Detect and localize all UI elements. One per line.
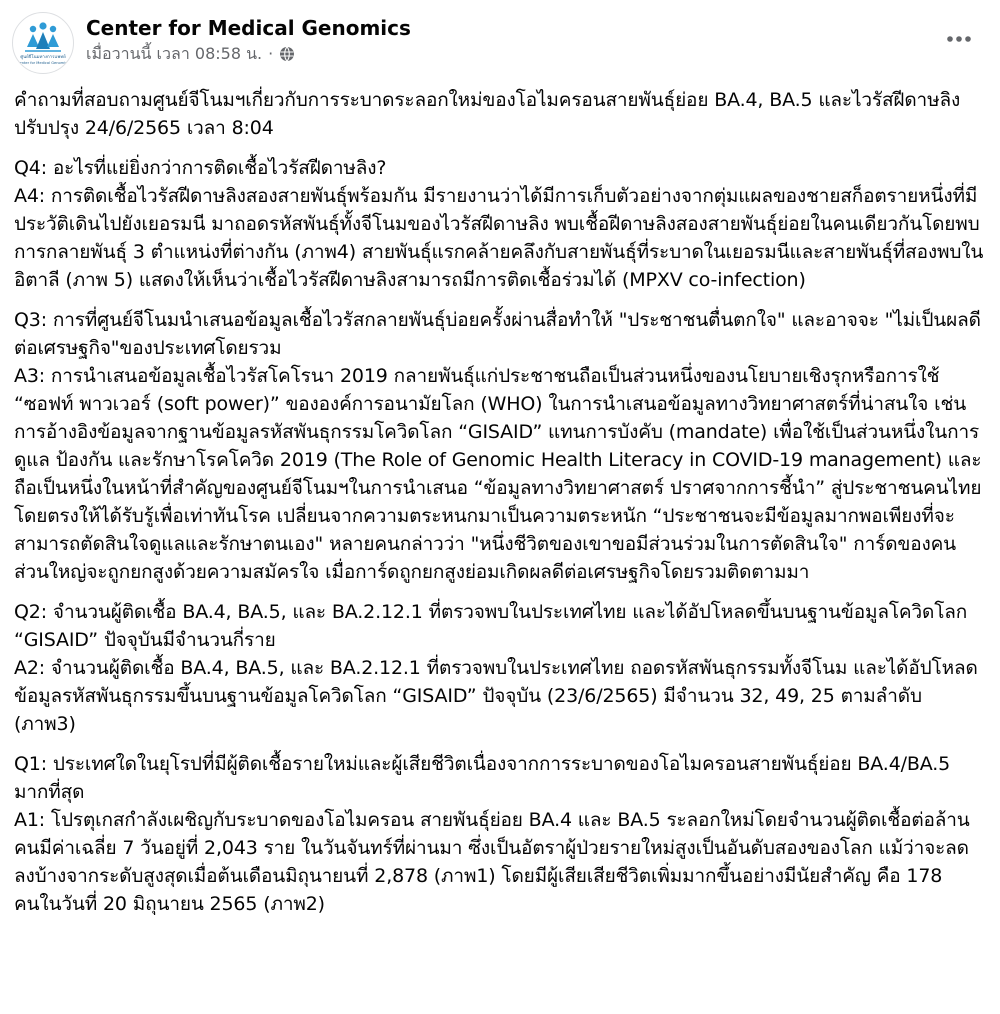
logo-text-th: ศูนย์จีโนมทางการแพทย์ <box>20 55 66 60</box>
update-note: ปรับปรุง 24/6/2565 เวลา 8:04 <box>14 117 274 139</box>
meta-separator: · <box>268 44 274 63</box>
question-q1: Q1: ประเทศใดในยุโรปที่มีผู้ติดเชื้อรายใหม่และผู้เสียชีวิตเนื่องจากการระบาดของโอไมครอนสายพันธุ์ย่อย BA.4/BA.5 มากที่สุด <box>14 753 951 803</box>
globe-icon[interactable] <box>279 46 295 62</box>
post-body <box>14 86 988 930</box>
post-header <box>12 12 980 74</box>
qa-section-q3 <box>14 306 988 586</box>
answer-a4: A4: การติดเชื้อไวรัสฝีดาษลิงสองสายพันธุ์พร้อมกัน มีรายงานว่าได้มีการเก็บตัวอย่างจากตุ่มแผลของชายสก็อตรายหนึ่งที่มีประวัติเดินไปยังเยอรมนี มาถอดรหัสพันธุ์ทั้งจีโนมของไวรัสฝีดาษลิง พบเชื้อฝีดาษลิงสองสายพันธุ์ย่อยในคนเดียวกันโดยพบการกลายพันธุ์ 3 ตำแหน่งที่ต่างกัน (ภาพ4) สายพันธุ์แรกคล้ายคลึงกับสายพันธุ์ที่ระบาดในเยอรมนีและสายพันธุ์ที่สองพบในอิตาลี (ภาพ 5) แสดงให้เห็นว่าเชื้อไวรัสฝีดาษลิงสามารถมีการติดเชื้อร่วมได้ (MPXV co-infection) <box>14 185 984 291</box>
qa-section-q2 <box>14 598 988 738</box>
question-q3: Q3: การที่ศูนย์จีโนมนำเสนอข้อมูลเชื้อไวรัสกลายพันธุ์บ่อยครั้งผ่านสื่อทำให้ "ประชาชนตื่นตกใจ" และอาจจะ "ไม่เป็นผลดีต่อเศรษฐกิจ"ของประเทศโดยรวม <box>14 309 981 359</box>
post-title: คำถามที่สอบถามศูนย์จีโนมฯเกี่ยวกับการระบาดระลอกใหม่ของโอไมครอนสายพันธุ์ย่อย BA.4, BA.5 และไวรัสฝีดาษลิง <box>14 89 961 111</box>
answer-a1: A1: โปรตุเกสกำลังเผชิญกับระบาดของโอไมครอน สายพันธุ์ย่อย BA.4 และ BA.5 ระลอกใหม่โดยจำนวนผู้ติดเชื้อต่อล้านคนมีค่าเฉลี่ย 7 วันอยู่ที่ 2,043 ราย ในวันจันทร์ที่ผ่านมา ซึ่งเป็นอัตราผู้ป่วยรายใหม่สูงเป็นอันดับสองของโลก แม้ว่าจะลดลงบ้างจากระดับสูงสุดเมื่อต้นเดือนมิถุนายนที่ 2,878 (ภาพ1) โดยมีผู้เสียเสียชีวิตเพิ่มมากขึ้นอย่างมีนัยสำคัญ คือ 178 คนในวันที่ 20 มิถุนายน 2565 (ภาพ2) <box>14 809 970 915</box>
answer-a3: A3: การนำเสนอข้อมูลเชื้อไวรัสโคโรนา 2019 กลายพันธุ์แก่ประชาชนถือเป็นส่วนหนึ่งของนโยบายเชิงรุกหรือการใช้ “ซอฟท์ พาวเวอร์ (soft power)” ขององค์การอนามัยโลก (WHO) ในการนำเสนอข้อมูลทางวิทยาศาสตร์ที่น่าสนใจ เช่นการอ้างอิงข้อมูลจากฐานข้อมูลรหัสพันธุกรรมโควิดโลก “GISAID” แทนการบังคับ (mandate) เพื่อใช้เป็นส่วนหนึ่งในการดูแล ป้องกัน และรักษาโรคโควิด 2019 (The Role of Genomic Health Literacy in COVID-19 management) และถือเป็นหนึ่งในหน้าที่สำคัญของศูนย์จีโนมฯในการนำเสนอ “ข้อมูลทางวิทยาศาสตร์ ปราศจากการชี้นำ” สู่ประชาชนคนไทยโดยตรงให้ได้รับรู้เพื่อเท่าทันโรค เปลี่ยนจากความตระหนกมาเป็นความตระหนัก “ประชาชนจะมีข้อมูลมากพอเพียงที่จะสามารถตัดสินใจดูแลและรักษาตนเอง" หลายคนกล่าวว่า "หนึ่งชีวิตของเขาขอมีส่วนร่วมในการตัดสินใจ" การ์ดของคนส่วนใหญ่จะถูกยกสูงด้วยความสมัครใจ เมื่อการ์ดถูกยกสูงย่อมเกิดผลดีต่อเศรษฐกิจโดยรวมติดตามมา <box>14 365 982 583</box>
post-meta <box>86 43 295 65</box>
post-timestamp[interactable]: เมื่อวานนี้ เวลา 08:58 น. <box>86 44 263 63</box>
more-horizontal-icon <box>946 35 972 43</box>
more-options-button[interactable] <box>942 22 976 56</box>
logo-text: Center for Medical Genomics <box>16 61 70 65</box>
page-name-link[interactable]: Center for Medical Genomics <box>86 16 411 40</box>
qa-section-q4 <box>14 154 988 294</box>
question-q4: Q4: อะไรที่แย่ยิ่งกว่าการติดเชื้อไวรัสฝีดาษลิง? <box>14 157 387 179</box>
page-avatar[interactable] <box>12 12 74 74</box>
answer-a2: A2: จำนวนผู้ติดเชื้อ BA.4, BA.5, และ BA.2.12.1 ที่ตรวจพบในประเทศไทย ถอดรหัสพันธุกรรมทั้งจีโนม และได้อัปโหลดข้อมูลรหัสพันธุกรรมขึ้นบนฐานข้อมูลโควิดโลก “GISAID” ปัจจุบัน (23/6/2565) มีจำนวน 32, 49, 25 ตามลำดับ (ภาพ3) <box>14 657 978 735</box>
intro-section <box>14 86 988 142</box>
qa-section-q1 <box>14 750 988 918</box>
question-q2: Q2: จำนวนผู้ติดเชื้อ BA.4, BA.5, และ BA.2.12.1 ที่ตรวจพบในประเทศไทย และได้อัปโหลดขึ้นบนฐานข้อมูลโควิดโลก “GISAID” ปัจจุบันมีจำนวนกี่ราย <box>14 601 968 651</box>
page-logo-icon <box>13 13 73 73</box>
